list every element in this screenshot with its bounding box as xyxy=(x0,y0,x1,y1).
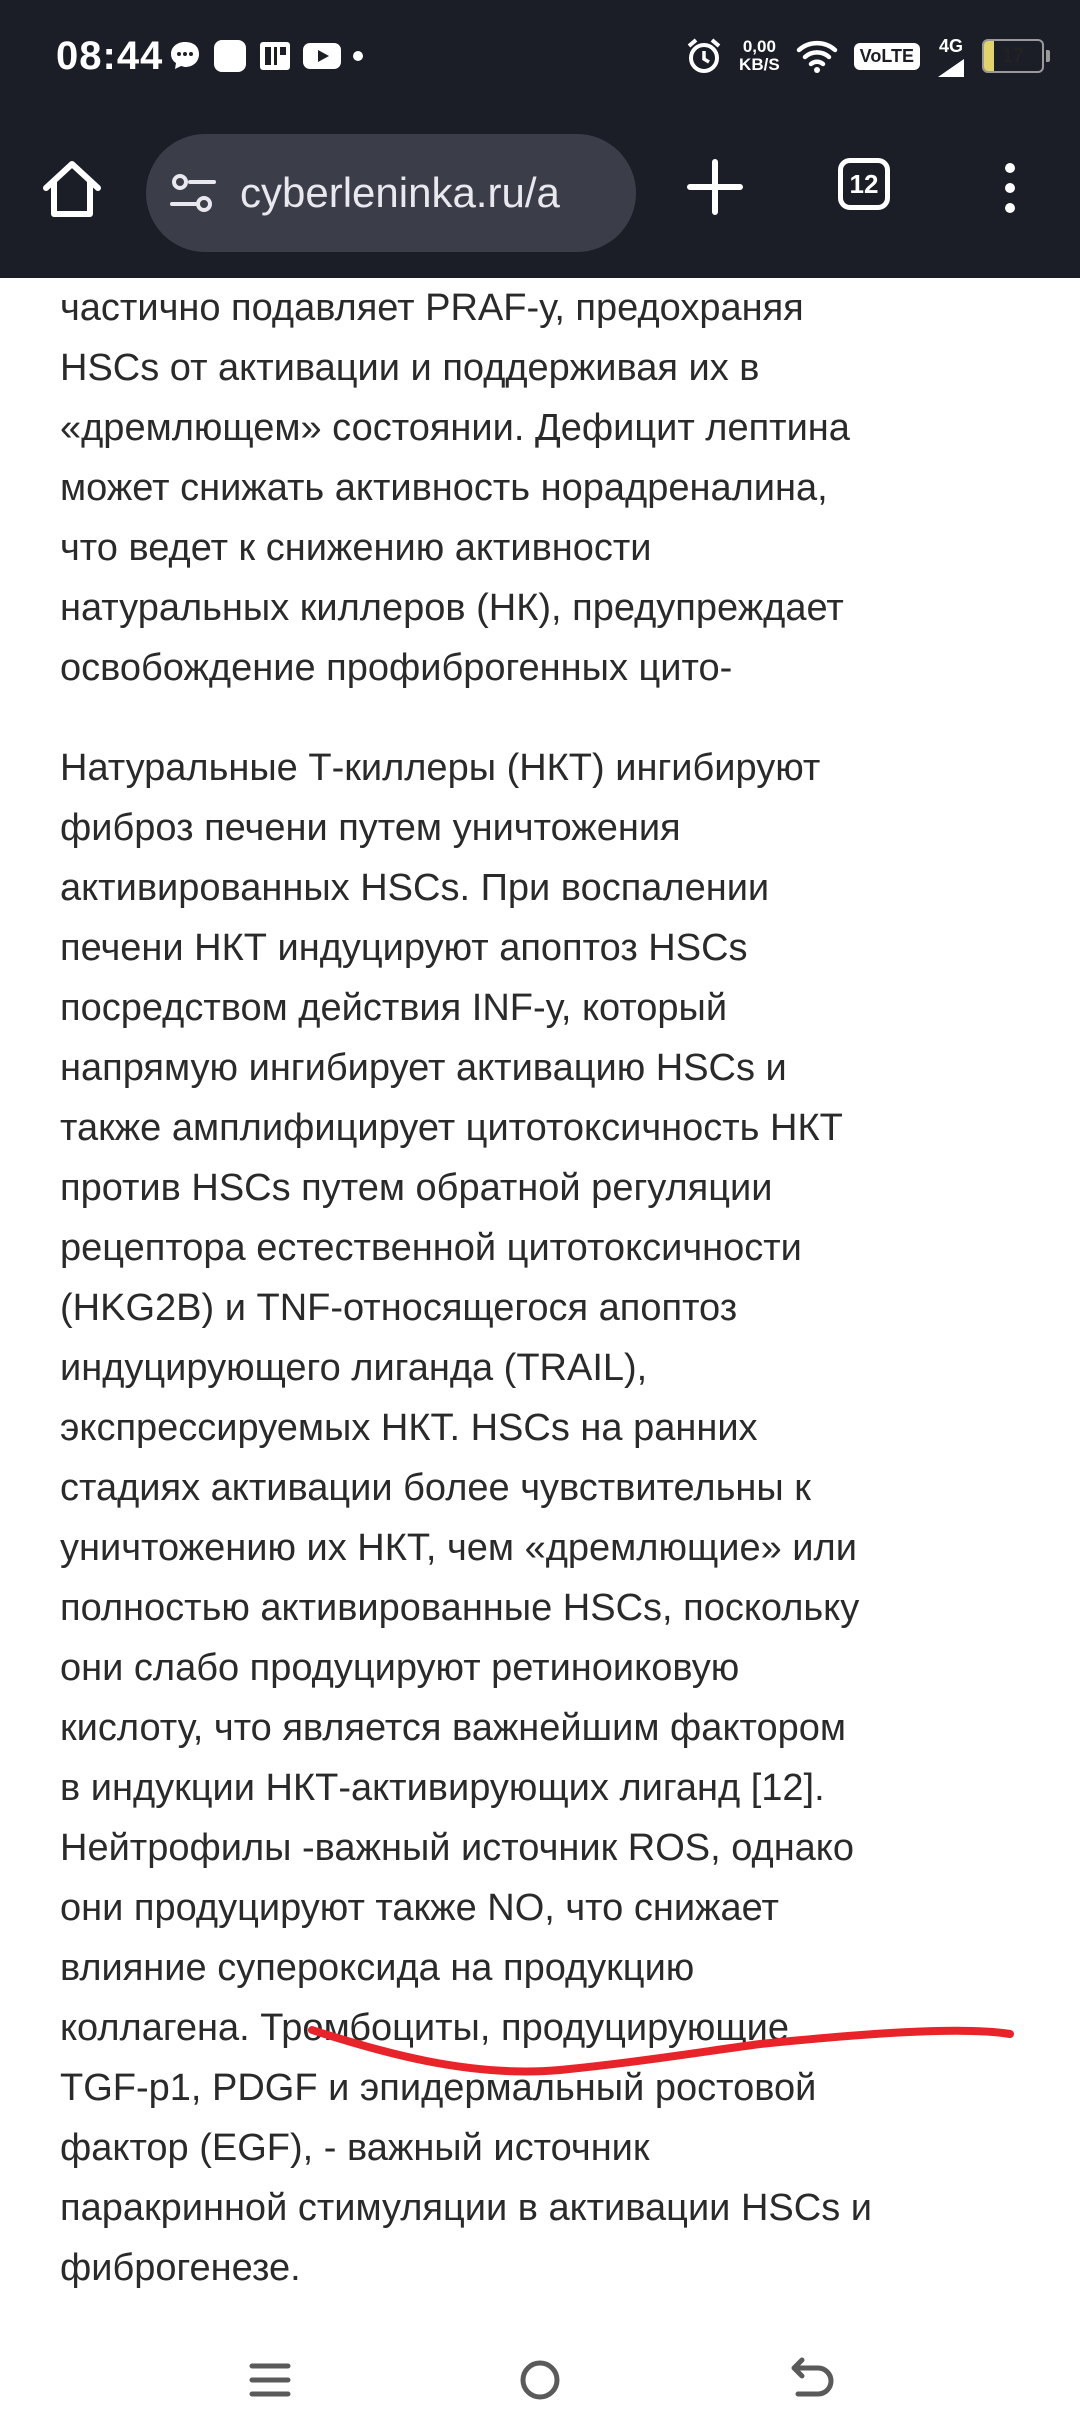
text-line: в индукции НКТ-активирующих лиганд [12]. xyxy=(60,1767,825,1809)
text-line: коллагена. Тромбоциты, продуцирующие xyxy=(60,2007,789,2049)
chat-bubble-icon xyxy=(168,39,202,73)
battery-indicator xyxy=(982,39,1044,73)
text-line: они продуцируют также NO, что снижает xyxy=(60,1887,779,1929)
text-line: посредством действия INF-у, который xyxy=(60,987,728,1029)
net-speed-unit: KB/S xyxy=(739,55,780,74)
volte-badge: VoLTE xyxy=(854,43,920,70)
address-bar[interactable] xyxy=(146,134,636,252)
system-status-icons xyxy=(685,32,1050,80)
tab-count: 12 xyxy=(849,168,879,199)
tab-switcher-button[interactable] xyxy=(838,158,890,210)
cell-signal xyxy=(936,36,966,77)
battery-level: 17 xyxy=(1001,44,1025,67)
text-line: частично подавляет PRAF-у, предохраняя xyxy=(60,287,804,329)
text-line: индуцирующего лиганда (TRAIL), xyxy=(60,1347,648,1389)
wifi-icon xyxy=(796,39,838,73)
text-line: полностью активированные HSCs, поскольку xyxy=(60,1587,860,1629)
dot-icon xyxy=(352,50,364,62)
text-line: влияние супероксида на продукцию xyxy=(60,1947,695,1989)
text-line: печени НКТ индуцируют апоптоз HSCs xyxy=(60,927,748,969)
browser-top-bar xyxy=(0,0,1080,278)
text-line: кислоту, что является важнейшим фактором xyxy=(60,1707,846,1749)
paragraph-1 xyxy=(60,278,1020,698)
text-line: Нейтрофилы -важный источник ROS, однако xyxy=(60,1827,854,1869)
paragraph-2 xyxy=(60,738,1020,2298)
home-icon[interactable] xyxy=(36,154,108,226)
battery-fill xyxy=(984,41,994,71)
status-time: 08:44 xyxy=(56,34,164,78)
text-line: «дремлющем» состоянии. Дефицит лептина xyxy=(60,407,850,449)
battery-cap xyxy=(1046,50,1050,62)
alarm-icon xyxy=(685,37,723,75)
text-line: уничтожению их НКТ, чем «дремлющие» или xyxy=(60,1527,857,1569)
home-circle-icon[interactable] xyxy=(510,2350,570,2410)
text-line: натуральных киллеров (НК), предупреждает xyxy=(60,587,844,629)
text-line: Натуральные Т-киллеры (НКТ) ингибируют xyxy=(60,747,821,789)
plus-icon[interactable] xyxy=(684,156,746,218)
text-line: что ведет к снижению активности xyxy=(60,527,652,569)
text-line: освобождение профиброгенных цито- xyxy=(60,647,733,689)
youtube-icon xyxy=(302,41,342,71)
text-line: рецептора естественной цитотоксичности xyxy=(60,1227,802,1269)
back-icon[interactable] xyxy=(780,2350,840,2410)
app-square-icon xyxy=(212,38,248,74)
notification-icons xyxy=(168,36,364,76)
recents-icon[interactable] xyxy=(240,2350,300,2410)
text-line: фиброгенезе. xyxy=(60,2247,301,2289)
more-vert-icon[interactable] xyxy=(990,158,1030,218)
signal-bars-icon xyxy=(936,57,966,77)
text-line: фактор (EGF), - важный источник xyxy=(60,2127,650,2169)
signal-type-label: 4G xyxy=(938,35,963,56)
text-line: (HKG2B) и TNF-относящегося апоптоз xyxy=(60,1287,738,1329)
text-line: также амплифицирует цитотоксичность НКТ xyxy=(60,1107,843,1149)
browser-toolbar xyxy=(0,132,1080,256)
text-line: против HSCs путем обратной регуляции xyxy=(60,1167,773,1209)
article-content xyxy=(60,278,1020,2298)
text-line: экспрессируемых НКТ. HSCs на ранних xyxy=(60,1407,758,1449)
system-navigation-bar xyxy=(0,2320,1080,2436)
net-speed-value: 0,00 xyxy=(742,37,776,56)
text-line: стадиях активации более чувствительны к xyxy=(60,1467,811,1509)
url-text[interactable]: cyberleninka.ru/a xyxy=(240,169,560,216)
text-line: паракринной стимуляции в активации HSCs и xyxy=(60,2187,872,2229)
text-line: они слабо продуцируют ретиноиковую xyxy=(60,1647,740,1689)
text-line: TGF-р1, PDGF и эпидермальный ростовой xyxy=(60,2067,817,2109)
text-line: HSCs от активации и поддерживая их в xyxy=(60,347,760,389)
net-speed xyxy=(739,38,780,74)
text-line: фиброз печени путем уничтожения xyxy=(60,807,681,849)
status-bar xyxy=(0,0,1080,120)
text-line: напрямую ингибирует активацию HSCs и xyxy=(60,1047,787,1089)
text-line: может снижать активность норадреналина, xyxy=(60,467,828,509)
tune-icon[interactable] xyxy=(166,166,220,220)
news-app-icon xyxy=(258,39,292,73)
text-line: активированных HSCs. При воспалении xyxy=(60,867,770,909)
